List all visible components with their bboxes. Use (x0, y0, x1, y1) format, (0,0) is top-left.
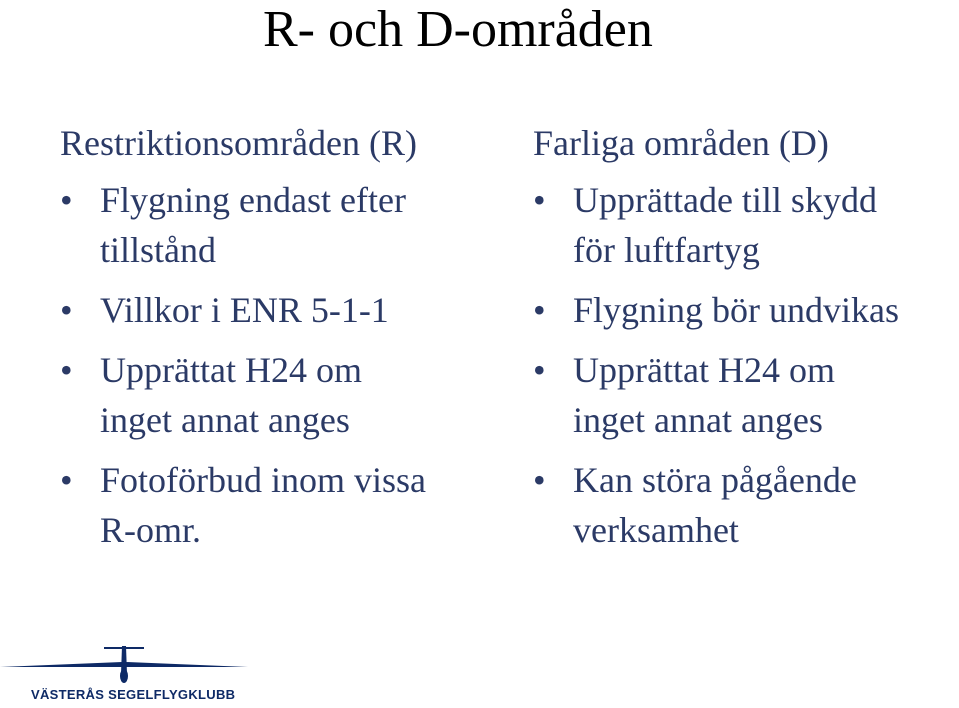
bullet-text-line: verksamhet (573, 510, 739, 550)
bullet-text-line: R-omr. (100, 510, 202, 550)
bullet-icon: • (60, 350, 73, 390)
left-column-heading: Restriktionsområden (R) (60, 123, 417, 163)
bullet-text-line: Flygning bör undvikas (573, 290, 900, 330)
bullet-text-line: Upprättat H24 om (100, 350, 362, 390)
slide-title: R- och D-områden (263, 1, 653, 58)
list-item (533, 285, 959, 335)
list-item (533, 455, 959, 555)
list-item (533, 345, 959, 445)
bullet-text-line: Flygning endast efter (100, 180, 406, 220)
bullet-text-line: Villkor i ENR 5-1-1 (100, 290, 389, 330)
bullet-text-line: Fotoförbud inom vissa (100, 460, 427, 500)
list-item (60, 175, 500, 275)
right-column (533, 118, 959, 565)
left-bullet-list (60, 175, 500, 555)
bullet-text-line: tillstånd (100, 230, 216, 270)
club-logo (0, 640, 250, 708)
club-name: VÄSTERÅS SEGELFLYGKLUBB (31, 687, 236, 702)
bullet-icon: • (533, 290, 546, 330)
bullet-icon: • (60, 290, 73, 330)
bullet-text-line: Upprättade till skydd (573, 180, 877, 220)
bullet-icon: • (533, 460, 546, 500)
list-item (60, 345, 500, 445)
bullet-text-line: för luftfartyg (573, 230, 760, 270)
list-item (60, 455, 500, 555)
right-column-heading: Farliga områden (D) (533, 123, 829, 163)
bullet-icon: • (533, 350, 546, 390)
left-column (60, 118, 500, 565)
glider-icon (0, 640, 250, 688)
list-item (60, 285, 500, 335)
bullet-icon: • (533, 180, 546, 220)
bullet-icon: • (60, 180, 73, 220)
bullet-text-line: inget annat anges (100, 400, 350, 440)
right-bullet-list (533, 175, 959, 555)
list-item (533, 175, 959, 275)
bullet-text-line: Kan störa pågående (573, 460, 857, 500)
bullet-text-line: inget annat anges (573, 400, 823, 440)
bullet-text-line: Upprättat H24 om (573, 350, 835, 390)
bullet-icon: • (60, 460, 73, 500)
